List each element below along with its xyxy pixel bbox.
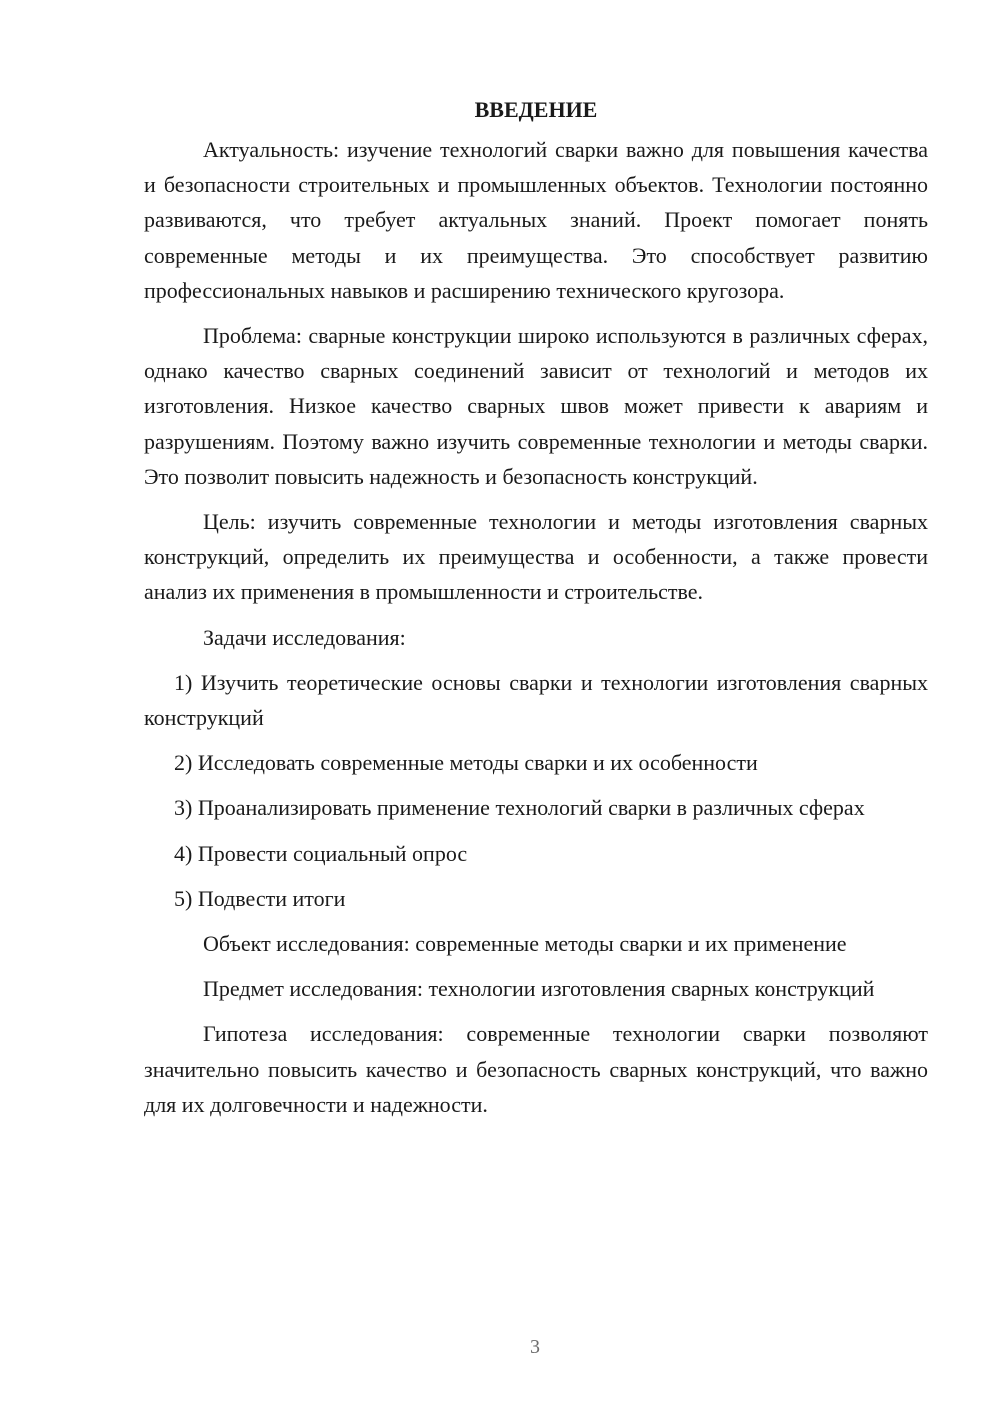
document-page — [144, 94, 928, 1132]
task-item-3: 3) Проанализировать применение технологий сварки в различных сферах — [174, 795, 865, 821]
research-object-paragraph: Объект исследования: современные методы сварки и их применение — [203, 931, 847, 957]
tasks-heading: Задачи исследования: — [203, 624, 406, 650]
relevance-paragraph: Актуальность: изучение технологий сварки важно для повышения качества и безопасности строительных и промышленных объектов. Технологии постоянно развиваются, что требует актуальных знаний. Проект помогает понять современные методы и их преимущества. Это способствует развитию профессиональных навыков и расширению технического кругозора. — [144, 137, 928, 303]
task-item-1: 1) Изучить теоретические основы сварки и технологии изготовления сварных конструкций — [144, 669, 928, 731]
research-subject-paragraph: Предмет исследования: технологии изготовления сварных конструкций — [203, 976, 875, 1002]
task-item-2: 2) Исследовать современные методы сварки и их особенности — [174, 750, 758, 776]
problem-paragraph: Проблема: сварные конструкции широко используются в различных сферах, однако качество сварных соединений зависит от технологий и методов их изготовления. Низкое качество сварных швов может привести к авариям и разрушениям. Поэтому важно изучить современные технологии и методы сварки. Это позволит повысить надежность и безопасность конструкций. — [144, 323, 928, 489]
goal-paragraph: Цель: изучить современные технологии и методы изготовления сварных конструкций, определить их преимущества и особенности, а также провести анализ их применения в промышленности и строительстве. — [144, 509, 928, 605]
hypothesis-paragraph: Гипотеза исследования: современные технологии сварки позволяют значительно повысить качество и безопасность сварных конструкций, что важно для их долговечности и надежности. — [144, 1021, 928, 1117]
section-title: ВВЕДЕНИЕ — [474, 97, 598, 122]
task-item-5: 5) Подвести итоги — [174, 885, 346, 911]
task-item-4: 4) Провести социальный опрос — [174, 840, 468, 866]
page-number: 3 — [530, 1336, 540, 1358]
